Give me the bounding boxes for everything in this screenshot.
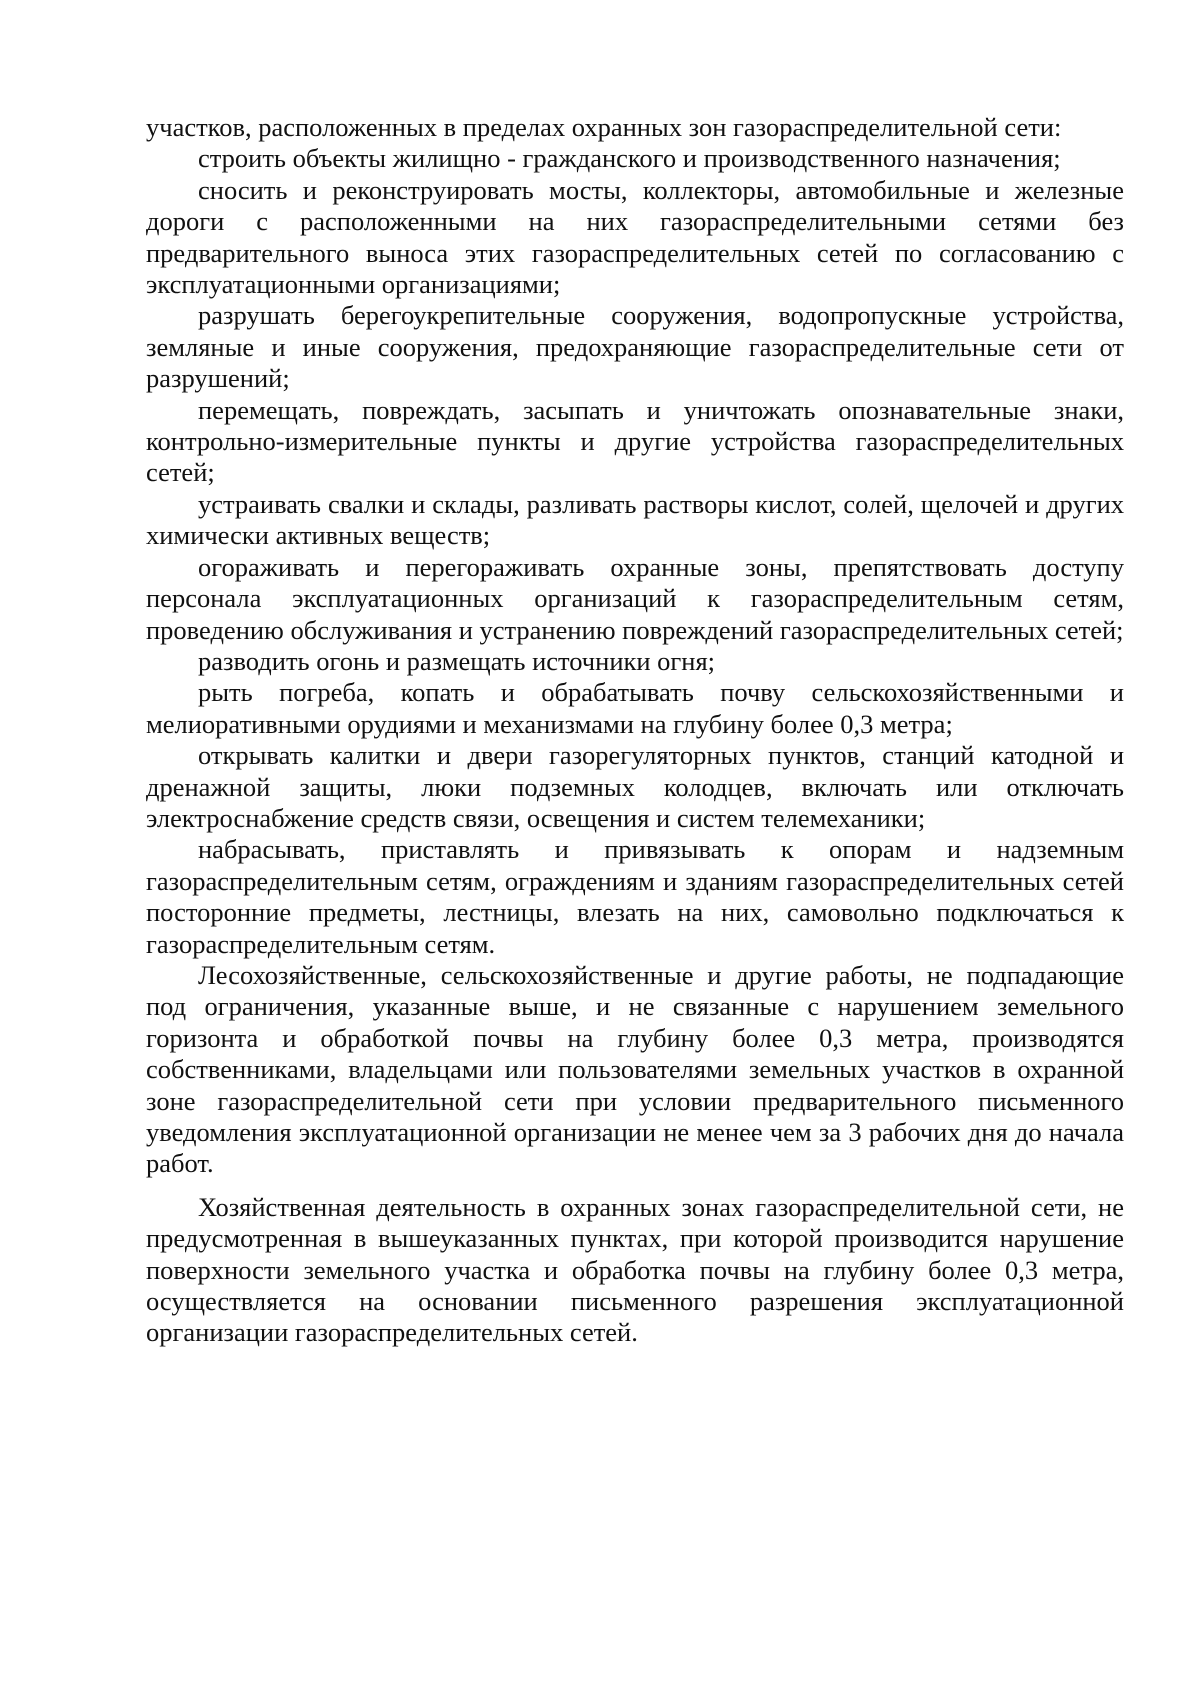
- paragraph-opening-doors: открывать калитки и двери газорегуляторных пунктов, станций катодной и дренажной защиты, люки подземных колодцев, включать или отключать электроснабжение средств связи, освещения и систем телемеханики;: [146, 740, 1124, 833]
- paragraph-build-objects: строить объекты жилищно - гражданского и производственного назначения;: [198, 143, 1061, 174]
- paragraph-digging: рыть погреба, копать и обрабатывать почву сельскохозяйственными и мелиоративными орудиями и механизмами на глубину более 0,3 метра;: [146, 677, 1124, 739]
- paragraph-forestry-works: Лесохозяйственные, сельскохозяйственные и другие работы, не подпадающие под ограничения, указанные выше, и не связанные с нарушением земельного горизонта и обработкой почвы на глубину более 0,3 метра, производятся собственниками, владельцами или пользователями земельных участков в охранной зоне газораспределительной сети при условии предварительного письменного уведомления эксплуатационной организации не менее чем за 3 рабочих дня до начала работ.: [146, 959, 1124, 1179]
- paragraph-continuation: участков, расположенных в пределах охранных зон газораспределительной сети:: [146, 112, 1062, 142]
- paragraph-demolish-bridges: сносить и реконструировать мосты, коллекторы, автомобильные и железные дороги с расположенными на них газораспределительными сетями без предварительного выноса этих газораспределительных сетей по согласованию с эксплуатационными организациями;: [146, 174, 1124, 300]
- paragraph-dumps: устраивать свалки и склады, разливать растворы кислот, солей, щелочей и других химически активных веществ;: [146, 488, 1124, 551]
- document-body: [146, 112, 1124, 1349]
- paragraph-economic-activity: Хозяйственная деятельность в охранных зонах газораспределительной сети, не предусмотренная в вышеуказанных пунктах, при которой производится нарушение поверхности земельного участка и обработка почвы на глубину более 0,3 метра, осуществляется на основании письменного разрешения эксплуатационной организации газораспределительных сетей.: [146, 1191, 1124, 1348]
- paragraph-fire: разводить огонь и размещать источники огня;: [198, 645, 716, 676]
- paragraph-fencing: огораживать и перегораживать охранные зоны, препятствовать доступу персонала эксплуатационных организаций к газораспределительным сетям, проведению обслуживания и устранению повреждений газораспределительных сетей;: [146, 551, 1124, 645]
- paragraph-move-signs: перемещать, повреждать, засыпать и уничтожать опознавательные знаки, контрольно-измерительные пункты и другие устройства газораспределительных сетей;: [146, 394, 1124, 488]
- paragraph-attaching-objects: набрасывать, приставлять и привязывать к опорам и надземным газораспределительным сетям, ограждениям и зданиям газораспределительных сетей посторонние предметы, лестницы, влезать на них, самовольно подключаться к газораспределительным сетям.: [146, 834, 1124, 959]
- paragraph-destroy-structures: разрушать берегоукрепительные сооружения, водопропускные устройства, земляные и иные сооружения, предохраняющие газораспределительные сети от разрушений;: [146, 300, 1124, 394]
